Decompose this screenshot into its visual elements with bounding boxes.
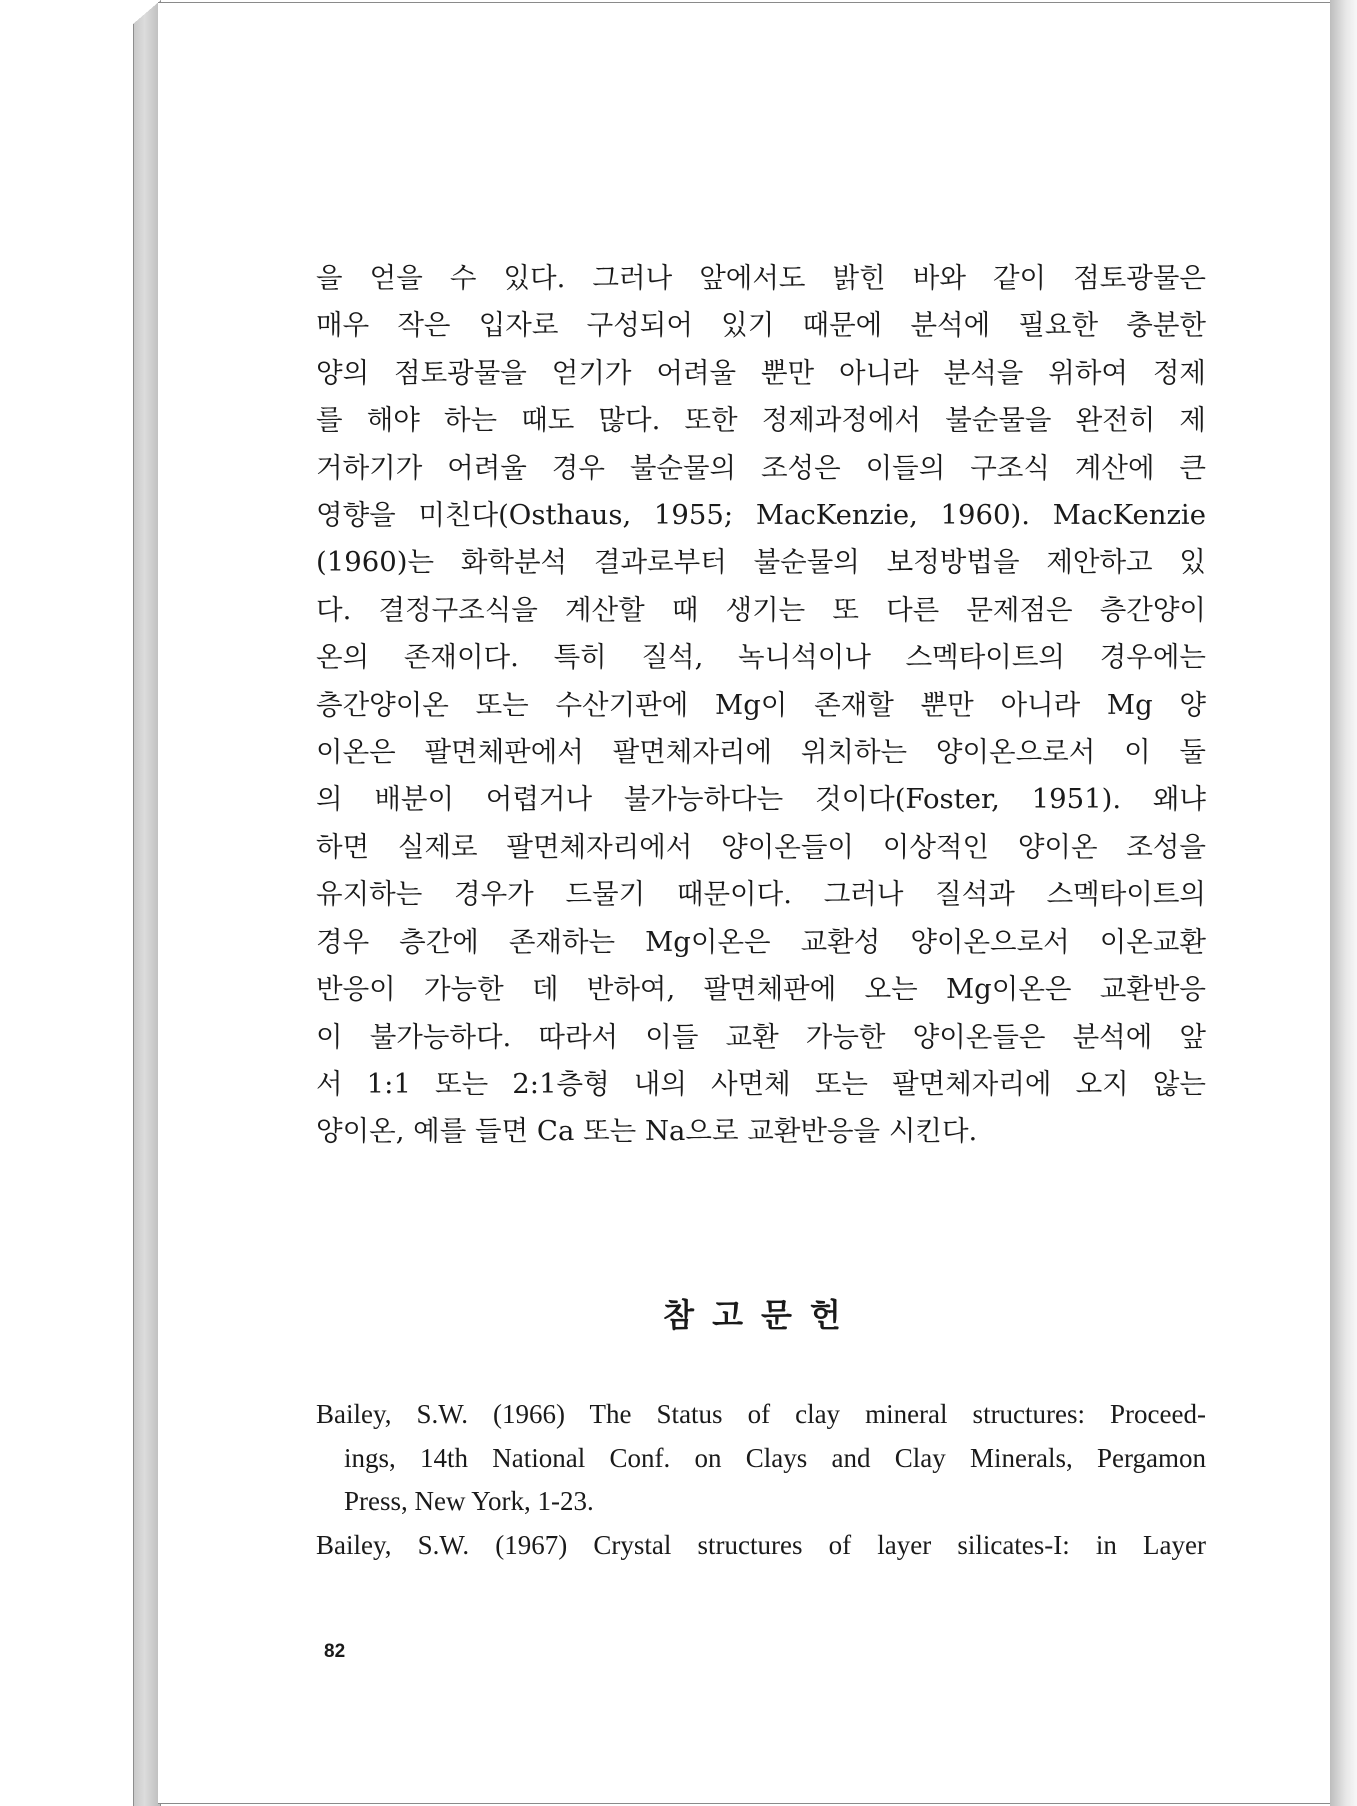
reference-line: ings, 14th National Conf. on Clays and Clay Minerals, Pergamon xyxy=(344,1442,1206,1473)
body-line: 양이온, 예를 들면 Ca 또는 Na으로 교환반응을 시킨다. xyxy=(316,1115,978,1148)
body-line: 경우 층간에 존재하는 Mg이온은 교환성 양이온으로서 이온교환 xyxy=(316,925,1206,958)
body-line: 를 해야 하는 때도 많다. 또한 정제과정에서 불순물을 완전히 제 xyxy=(316,404,1206,437)
body-line: 거하기가 어려울 경우 불순물의 조성은 이들의 구조식 계산에 큰 xyxy=(316,451,1206,484)
reference-entry xyxy=(316,1393,1206,1524)
body-line: 의 배분이 어렵거나 불가능하다는 것이다(Foster, 1951). 왜냐 xyxy=(316,783,1206,816)
body-line: 을 얻을 수 있다. 그러나 앞에서도 밝힌 바와 같이 점토광물은 xyxy=(316,262,1206,294)
body-line: 이온은 팔면체판에서 팔면체자리에 위치하는 양이온으로서 이 둘 xyxy=(316,736,1206,769)
reference-entry xyxy=(316,1524,1206,1568)
body-line: 이 불가능하다. 따라서 이들 교환 가능한 양이온들은 분석에 앞 xyxy=(316,1020,1206,1053)
body-line: 영향을 미친다(Osthaus, 1955; MacKenzie, 1960). MacKenzie xyxy=(316,499,1206,532)
page-number: 82 xyxy=(324,1641,346,1662)
book-spine xyxy=(133,0,161,1806)
references-heading: 참고문헌 xyxy=(663,1296,859,1334)
spine-corner xyxy=(133,0,161,24)
body-paragraph xyxy=(316,255,1206,1156)
body-line: 층간양이온 또는 수산기판에 Mg이 존재할 뿐만 아니라 Mg 양 xyxy=(316,688,1206,721)
body-line: 매우 작은 입자로 구성되어 있기 때문에 분석에 필요한 충분한 xyxy=(316,309,1206,342)
page-edge-shadow xyxy=(1330,0,1357,1806)
references-list xyxy=(316,1393,1206,1567)
reference-line: Bailey, S.W. (1967) Crystal structures of layer silicates-I: in Layer xyxy=(316,1529,1206,1560)
body-line: 양의 점토광물을 얻기가 어려울 뿐만 아니라 분석을 위하여 정제 xyxy=(316,356,1206,389)
body-line: 반응이 가능한 데 반하여, 팔면체판에 오는 Mg이온은 교환반응 xyxy=(316,973,1206,1006)
body-line: 서 1:1 또는 2:1층형 내의 사면체 또는 팔면체자리에 오지 않는 xyxy=(316,1067,1206,1100)
reference-line: Press, New York, 1-23. xyxy=(344,1486,594,1516)
body-line: 온의 존재이다. 특히 질석, 녹니석이나 스멕타이트의 경우에는 xyxy=(316,641,1206,674)
reference-line: Bailey, S.W. (1966) The Status of clay mineral structures: Proceed- xyxy=(316,1399,1206,1429)
body-line: 유지하는 경우가 드물기 때문이다. 그러나 질석과 스멕타이트의 xyxy=(316,878,1206,911)
body-line: 다. 결정구조식을 계산할 때 생기는 또 다른 문제점은 층간양이 xyxy=(316,593,1206,626)
body-line: 하면 실제로 팔면체자리에서 양이온들이 이상적인 양이온 조성을 xyxy=(316,830,1206,863)
body-line: (1960)는 화학분석 결과로부터 불순물의 보정방법을 제안하고 있 xyxy=(316,546,1206,579)
